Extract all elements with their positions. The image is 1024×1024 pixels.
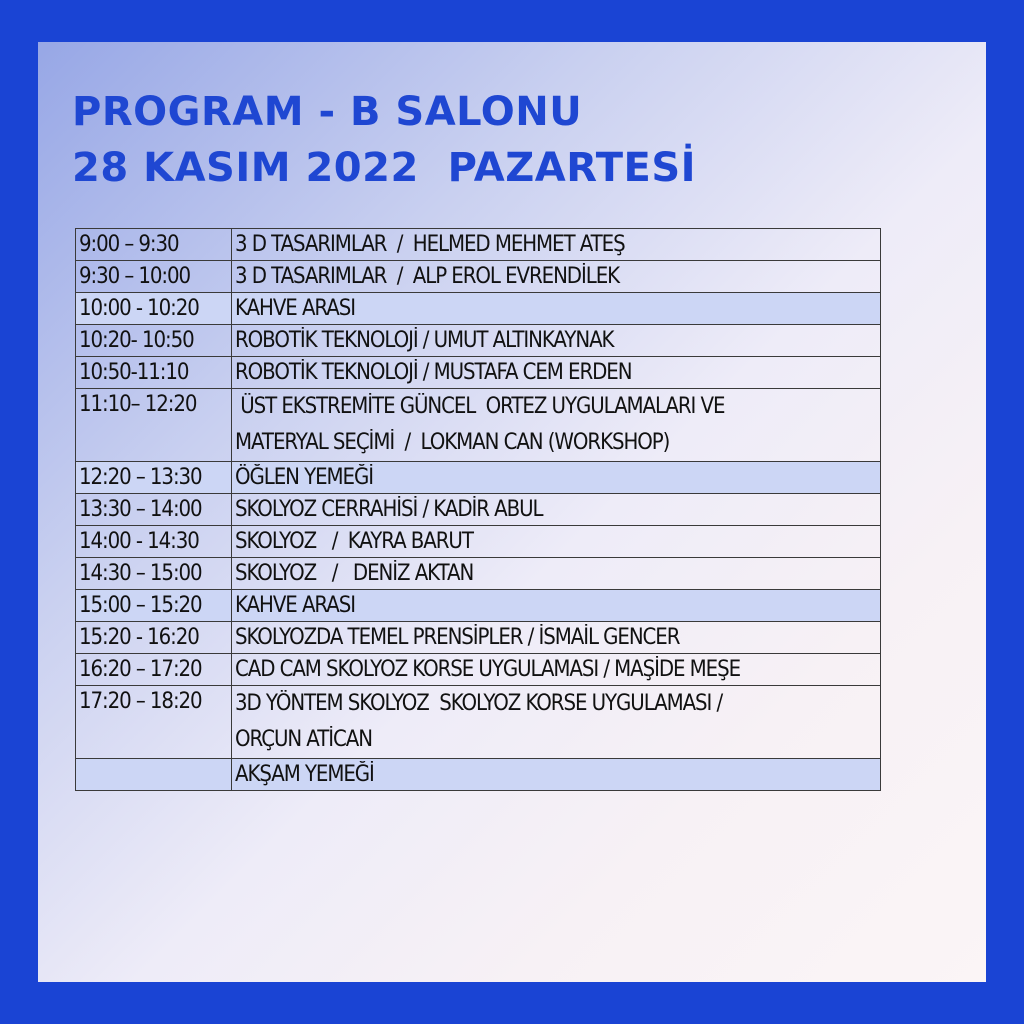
table-row	[76, 686, 881, 759]
time-text: 13:30 – 14:00	[79, 497, 202, 522]
page-title	[72, 84, 696, 196]
event-cell	[232, 654, 881, 686]
time-text: 11:10– 12:20	[79, 392, 197, 417]
time-cell	[76, 654, 232, 686]
table-row	[76, 293, 881, 325]
time-text: 14:30 – 15:00	[79, 561, 202, 586]
event-cell	[232, 293, 881, 325]
event-cell	[232, 686, 881, 759]
table-row	[76, 389, 881, 462]
time-cell	[76, 686, 232, 759]
event-cell	[232, 494, 881, 526]
time-cell	[76, 462, 232, 494]
event-text: ÜST EKSTREMİTE GÜNCEL ORTEZ UYGULAMALARI VE	[235, 394, 725, 419]
event-text: ROBOTİK TEKNOLOJİ / MUSTAFA CEM ERDEN	[235, 360, 632, 385]
event-cell	[232, 558, 881, 590]
time-text: 16:20 – 17:20	[79, 657, 202, 682]
schedule-table	[75, 228, 881, 791]
time-text: 10:00 - 10:20	[79, 296, 199, 321]
time-cell	[76, 229, 232, 261]
time-text: 12:20 – 13:30	[79, 465, 202, 490]
event-text-continued: MATERYAL SEÇİMİ / LOKMAN CAN (WORKSHOP)	[235, 430, 670, 455]
time-text: 10:20- 10:50	[79, 328, 194, 353]
time-text: 15:20 - 16:20	[79, 625, 199, 650]
table-row	[76, 494, 881, 526]
event-cell	[232, 462, 881, 494]
event-text: 3 D TASARIMLAR / ALP EROL EVRENDİLEK	[235, 264, 620, 289]
event-cell	[232, 229, 881, 261]
table-row	[76, 526, 881, 558]
event-text: SKOLYOZ / DENİZ AKTAN	[235, 561, 474, 586]
event-cell	[232, 759, 881, 791]
event-text: AKŞAM YEMEĞİ	[235, 762, 374, 787]
time-cell	[76, 261, 232, 293]
event-text: KAHVE ARASI	[235, 296, 355, 321]
time-text: 9:30 – 10:00	[79, 264, 191, 289]
event-cell	[232, 357, 881, 389]
event-cell	[232, 590, 881, 622]
title-line-hall: PROGRAM - B SALONU	[72, 89, 583, 135]
time-text: 9:00 – 9:30	[79, 232, 179, 257]
table-row	[76, 622, 881, 654]
table-row	[76, 462, 881, 494]
time-cell	[76, 558, 232, 590]
table-row	[76, 261, 881, 293]
event-text: ÖĞLEN YEMEĞİ	[235, 465, 374, 490]
event-cell	[232, 389, 881, 462]
table-row	[76, 558, 881, 590]
event-cell	[232, 325, 881, 357]
schedule-body	[76, 229, 881, 791]
event-cell	[232, 622, 881, 654]
title-line-date: 28 KASIM 2022 PAZARTESİ	[72, 145, 697, 191]
time-text: 17:20 – 18:20	[79, 689, 202, 714]
event-text: 3D YÖNTEM SKOLYOZ SKOLYOZ KORSE UYGULAMASI /	[235, 691, 723, 716]
event-text-continued: ORÇUN ATİCAN	[235, 727, 372, 752]
table-row	[76, 325, 881, 357]
time-cell	[76, 389, 232, 462]
time-text: 14:00 - 14:30	[79, 529, 199, 554]
event-cell	[232, 526, 881, 558]
time-cell	[76, 293, 232, 325]
time-cell	[76, 494, 232, 526]
table-row	[76, 759, 881, 791]
event-text: CAD CAM SKOLYOZ KORSE UYGULAMASI / MAŞİDE MEŞE	[235, 657, 741, 682]
time-cell	[76, 759, 232, 791]
event-text: SKOLYOZ CERRAHİSİ / KADİR ABUL	[235, 497, 543, 522]
time-cell	[76, 325, 232, 357]
event-text: SKOLYOZ / KAYRA BARUT	[235, 529, 473, 554]
event-text: KAHVE ARASI	[235, 593, 355, 618]
time-cell	[76, 622, 232, 654]
table-row	[76, 590, 881, 622]
time-cell	[76, 357, 232, 389]
event-text: 3 D TASARIMLAR / HELMED MEHMET ATEŞ	[235, 232, 625, 257]
event-text: ROBOTİK TEKNOLOJİ / UMUT ALTINKAYNAK	[235, 328, 614, 353]
table-row	[76, 229, 881, 261]
time-cell	[76, 590, 232, 622]
time-text: 10:50-11:10	[79, 360, 189, 385]
event-text: SKOLYOZDA TEMEL PRENSİPLER / İSMAİL GENCER	[235, 625, 680, 650]
event-cell	[232, 261, 881, 293]
table-row	[76, 357, 881, 389]
time-cell	[76, 526, 232, 558]
time-text: 15:00 – 15:20	[79, 593, 202, 618]
table-row	[76, 654, 881, 686]
